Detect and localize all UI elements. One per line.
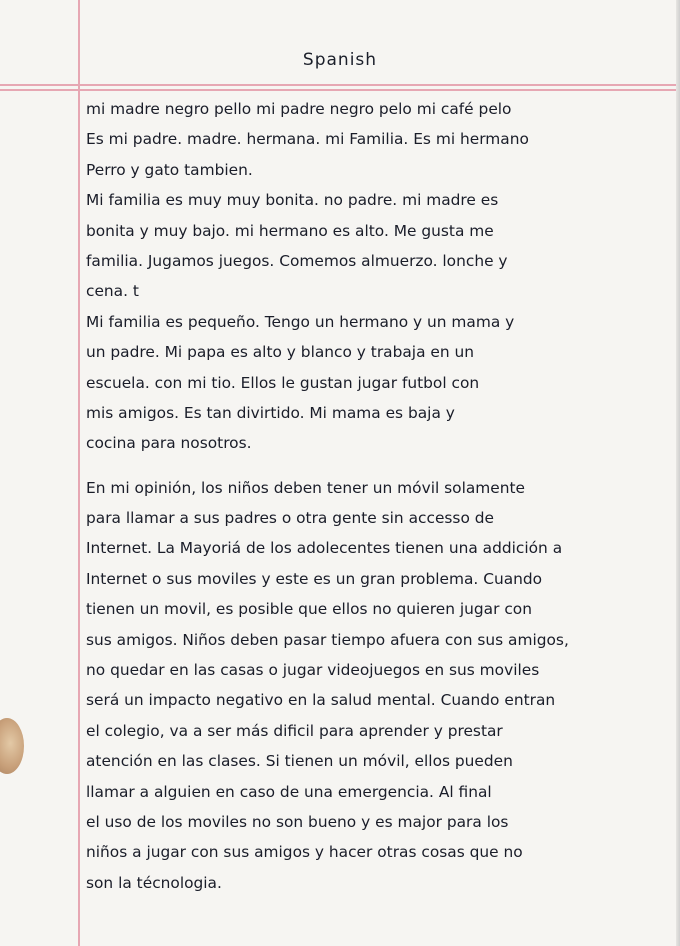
text-line: llamar a alguien en caso de una emergencia. Al final xyxy=(86,782,492,801)
text-line: atención en las clases. Si tienen un móvil, ellos pueden xyxy=(86,752,513,771)
text-line: En mi opinión, los niños deben tener un móvil solamente xyxy=(86,478,526,497)
text-line: niños a jugar con sus amigos y hacer otras cosas que no xyxy=(86,843,523,862)
text-line: un padre. Mi papa es alto y blanco y trabaja en un xyxy=(86,343,475,362)
handwritten-text xyxy=(86,94,674,898)
text-line: el colegio, va a ser más dificil para aprender y prestar xyxy=(86,721,503,740)
text-line: cocina para nosotros. xyxy=(86,434,252,453)
text-line: escuela. con mi tio. Ellos le gustan jugar futbol con xyxy=(86,373,480,392)
text-line: será un impacto negativo en la salud mental. Cuando entran xyxy=(86,691,556,710)
text-line: mi madre negro pello mi padre negro pelo mi café pelo xyxy=(86,100,512,118)
text-line: mis amigos. Es tan divirtido. Mi mama es baja y xyxy=(86,403,455,422)
thumb-edge xyxy=(0,718,24,774)
page-edge xyxy=(676,0,680,946)
text-line: no quedar en las casas o jugar videojuegos en sus moviles xyxy=(86,661,540,680)
text-line: Mi familia es muy muy bonita. no padre. mi madre es xyxy=(86,191,499,210)
header-rule-top xyxy=(0,84,680,86)
header-rule-bottom xyxy=(0,89,680,91)
text-line: Es mi padre. madre. hermana. mi Familia. Es mi hermano xyxy=(86,130,529,149)
text-line: Perro y gato tambien. xyxy=(86,160,253,179)
text-line: cena. t xyxy=(86,282,139,301)
text-line: son la técnologia. xyxy=(86,873,222,892)
text-line: tienen un movil, es posible que ellos no quieren jugar con xyxy=(86,600,532,619)
text-line: Internet o sus moviles y este es un gran problema. Cuando xyxy=(86,569,543,588)
text-line: bonita y muy bajo. mi hermano es alto. Me gusta me xyxy=(86,221,494,240)
text-line: familia. Jugamos juegos. Comemos almuerzo. lonche y xyxy=(86,251,508,270)
text-line: el uso de los moviles no son bueno y es major para los xyxy=(86,812,509,831)
text-line: para llamar a sus padres o otra gente sin accesso de xyxy=(86,509,494,528)
text-line: Mi familia es pequeño. Tengo un hermano y un mama y xyxy=(86,312,515,331)
text-line: Internet. La Mayoriá de los adolecentes tienen una addición a xyxy=(86,539,563,558)
margin-rule xyxy=(78,0,80,946)
paragraph-gap xyxy=(86,459,674,473)
page-title: Spanish xyxy=(302,50,378,70)
text-line: sus amigos. Niños deben pasar tiempo afuera con sus amigos, xyxy=(86,630,569,649)
